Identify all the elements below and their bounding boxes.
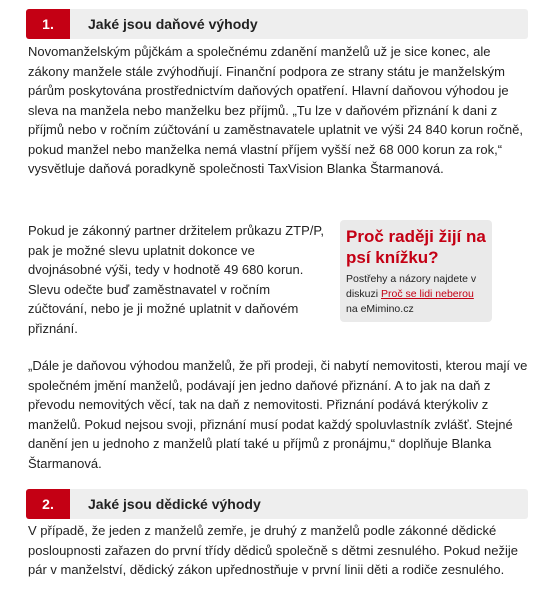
- section-title: Jaké jsou dědické výhody: [88, 496, 261, 512]
- paragraph-property: „Dále je daňovou výhodou manželů, že při prodeji, či nabytí nemovitosti, kterou mají ve společném jmění manželů, podávají jen jedno daňové přiznání. A to jak na daň z převodu nemovitých věcí, tak na daň z nemovitosti. Přiznání podává kterýkoliv z manželů. Pokud nejsou svoji, přiznání musí podat každý spoluvlastník zvlášť. Stejné danění jen u jednoho z manželů platí také u příjmů z pronájmu,“ doplňuje Blanka Štarmanová.: [28, 358, 528, 471]
- promo-text-after: na eMimino.cz: [346, 303, 414, 315]
- promo-text: [346, 272, 486, 317]
- promo-text-before: Postřehy a názory najdete v diskuzi: [346, 273, 477, 300]
- promo-discussion-link[interactable]: Proč se lidi neberou: [381, 288, 474, 300]
- section-number: 1.: [26, 9, 70, 39]
- paragraph-tax-intro: Novomanželským půjčkám a společnému zdanění manželů už je sice konec, ale zákony manžele stále zvýhodňují. Finanční podpora ze strany státu je manželským párům poskytována prostřednictvím daňových opatření. Hlavní daňovou výhodou je sleva na manžela nebo manželku bez příjmů. „Tu lze v daňovém přiznání k dani z příjmů nebo v ročním zúčtování u zaměstnavatele uplatnit ve výši 24 840 korun ročně, pokud manžel nebo manželka nemá vlastní příjem vyšší než 68 000 korun za rok,“ vysvětluje daňová poradkyně společnosti TaxVision Blanka Štarmanová.: [28, 44, 523, 176]
- promo-box: [340, 220, 492, 322]
- section-title: Jaké jsou daňové výhody: [88, 16, 258, 32]
- section-header-tax: [26, 9, 528, 39]
- section-header-inheritance: [26, 489, 528, 519]
- paragraph-inheritance: V případě, že jeden z manželů zemře, je druhý z manželů podle zákonné dědické posloupnosti zařazen do první třídy dědiců společně s dětmi zesnulého. Pokud nežije pár v manželství, dědický zákon upřednostňuje v první linii děti a rodiče zesnulého.: [28, 523, 518, 577]
- promo-title: Proč raději žijí na psí knížku?: [346, 227, 486, 267]
- section-number: 2.: [26, 489, 70, 519]
- paragraph-ztp: Pokud je zákonný partner držitelem průkazu ZTP/P, pak je možné slevu uplatnit dokonce ve dvojnásobné výši, tedy v hodnotě 49 680 korun. Slevu odečte buď zaměstnavatel v ročním zúčtování, nebo je ji možné uplatnit v daňovém přiznání.: [28, 223, 325, 336]
